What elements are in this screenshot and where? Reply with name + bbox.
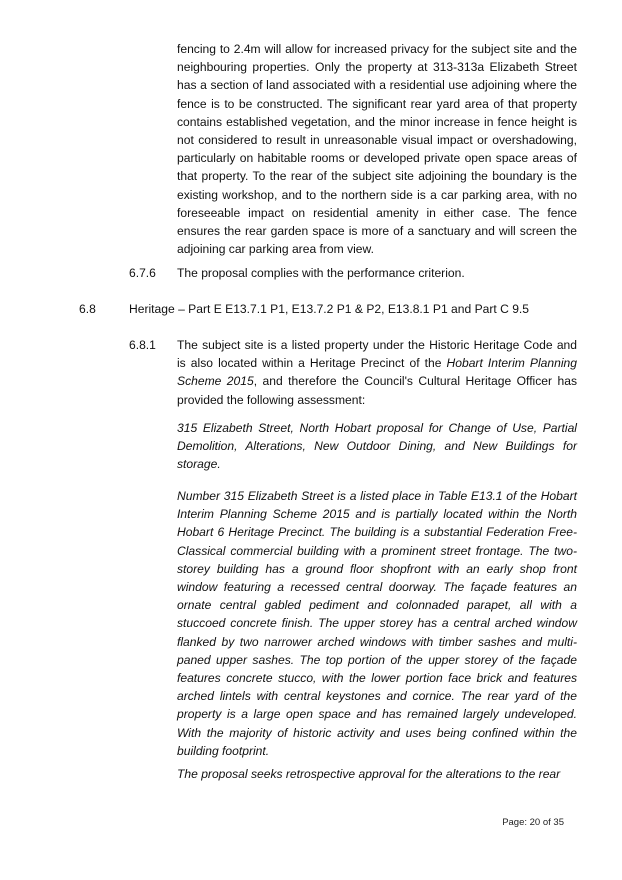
clause-6-8-1-text bbox=[177, 336, 577, 409]
section-number-6-8: 6.8 bbox=[79, 302, 96, 316]
intro-paragraph bbox=[177, 40, 577, 258]
planning-scheme-name: Hobart Interim Planning Scheme 2015 bbox=[177, 356, 577, 389]
clause-number-6-8-1: 6.8.1 bbox=[129, 338, 156, 352]
assessment-quote-body: Number 315 Elizabeth Street is a listed place in Table E13.1 of the Hobart Interim Planning Scheme 2015 and is partially located within the North Hobart 6 Heritage Precinct. The building is a substantial Federation Free-Classical commercial building with a prominent street frontage. The two-storey building has a ground floor shopfront with an early shop front window featuring a recessed central doorway. The façade features an ornate central gabled pediment and colonnaded parapet, all with a stuccoed concrete finish. The upper storey has a central arched window flanked by two narrower arched windows with timber sashes and multi-paned upper sashes. The top portion of the upper storey of the façade features concrete stucco, with the lower portion face brick and features arched lintels with central keystones and cornice. The rear yard of the property is a large open space and has remained largely undeveloped. With the majority of historic activity and uses being confined within the building footprint. bbox=[177, 489, 577, 758]
page-number: Page: 20 of 35 bbox=[502, 817, 564, 828]
clause-number-6-7-6: 6.7.6 bbox=[129, 266, 156, 280]
assessment-quote-title: 315 Elizabeth Street, North Hobart proposal for Change of Use, Partial Demolition, Alterations, New Outdoor Dining, and New Buildings for storage. bbox=[177, 421, 577, 472]
clause-6-7-6-text: The proposal complies with the performance criterion. bbox=[177, 266, 465, 280]
clause-6-8-1-text-before: The subject site is a listed property under the Historic Heritage Code and is also located within a Heritage Precinct of the bbox=[177, 338, 577, 371]
intro-paragraph-text: fencing to 2.4m will allow for increased privacy for the subject site and the neighbouring properties. Only the property at 313-313a Elizabeth Street has a section of land associated with a residential use adjoining where the fence is to be constructed. The significant rear yard area of that property contains established vegetation, and the minor increase in fence height is not considered to result in unreasonable visual impact or overshadowing, particularly on habitable rooms or developed private open space areas of that property. To the rear of the subject site adjoining the boundary is the existing workshop, and to the northern side is a car parking area, with no foreseeable impact on residential amenity in either case. The fence ensures the rear garden space is more of a sanctuary and will screen the adjoining car parking area from view. bbox=[177, 42, 577, 257]
assessment-quote-continued: The proposal seeks retrospective approval for the alterations to the rear bbox=[177, 767, 561, 781]
section-6-8-heading: Heritage – Part E E13.7.1 P1, E13.7.2 P1 & P2, E13.8.1 P1 and Part C 9.5 bbox=[129, 302, 530, 316]
clause-6-8-1-text-after: , and therefore the Council's Cultural Heritage Officer has provided the following assessment: bbox=[177, 374, 577, 407]
